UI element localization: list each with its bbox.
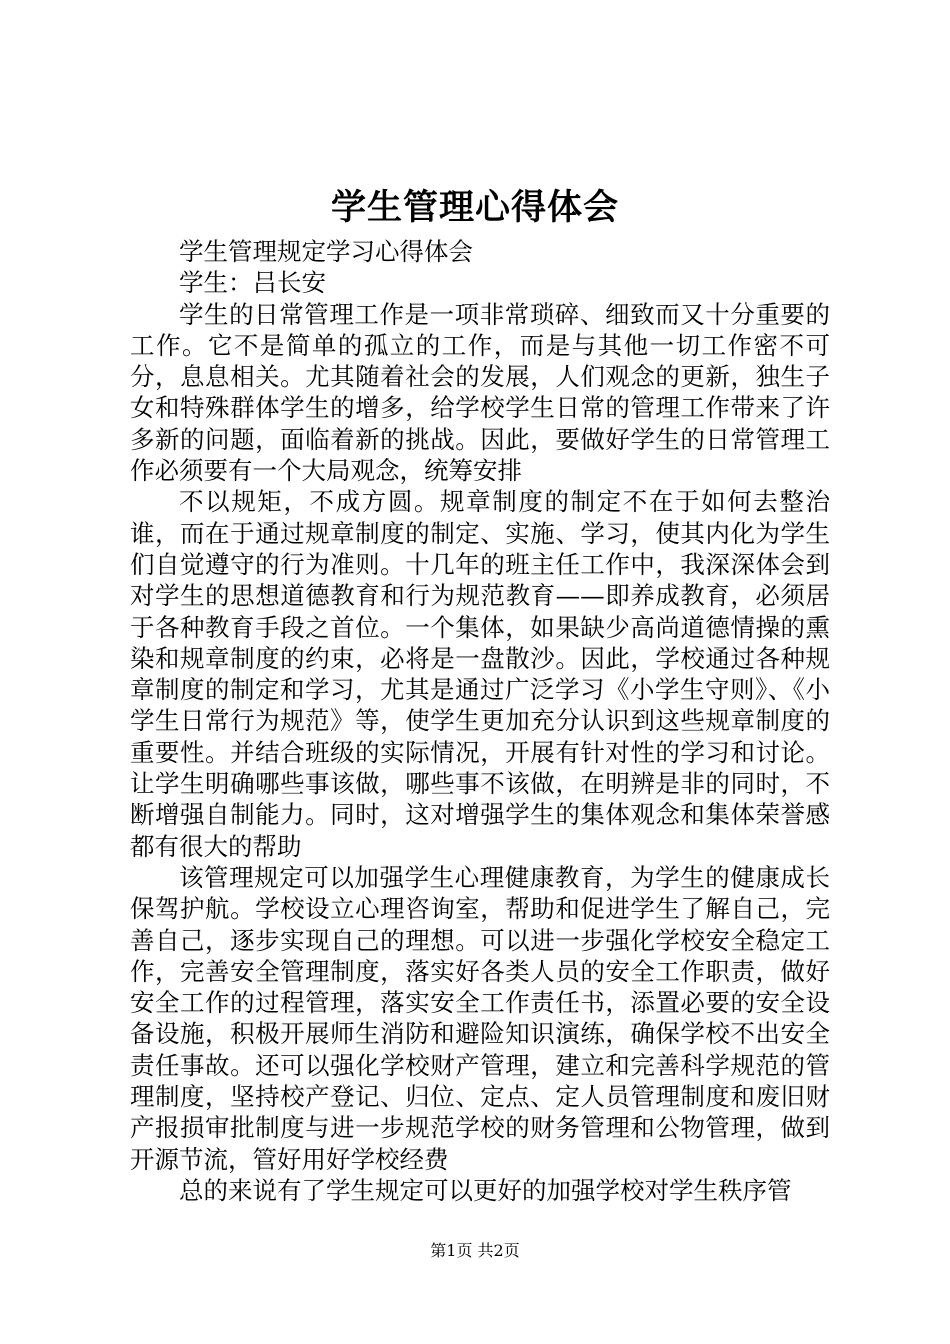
body-paragraph: 总的来说有了学生规定可以更好的加强学校对学生秩序管 [179,1175,792,1205]
body-paragraph: 该管理规定可以加强学生心理健康教育，为学生的健康成长保驾护航。学校设立心理咨询室，帮助和促进学生了解自己，完善自己，逐步实现自己的理想。可以进一步强化学校安全稳定工作，完善安全管理制度，落实好各类人员的安全工作职责，做好安全工作的过程管理，落实安全工作责任书，添置必要的安全设备设施，积极开展师生消防和避险知识演练，确保学校不出安全责任事故。还可以强化学校财产管理，建立和完善科学规范的管理制度，坚持校产登记、归位、定点、定人员管理制度和废旧财产报损审批制度与进一步规范学校的财务管理和公物管理，做到开源节流，管好用好学校经费 [130,862,830,1174]
document-body [130,236,830,1206]
body-paragraph: 学生的日常管理工作是一项非常琐碎、细致而又十分重要的工作。它不是简单的孤立的工作，而是与其他一切工作密不可分，息息相关。尤其随着社会的发展，人们观念的更新，独生子女和特殊群体学生的增多，给学校学生日常的管理工作带来了许多新的问题，面临着新的挑战。因此，要做好学生的日常管理工作必须要有一个大局观念，统筹安排 [130,299,830,486]
subtitle-paragraph: 学生管理规定学习心得体会 [179,237,473,266]
document-title: 学生管理心得体会 [330,187,619,228]
page-number-footer: 第1页 共2页 [430,1241,520,1260]
body-paragraph: 不以规矩，不成方圆。规章制度的制定不在于如何去整治谁，而在于通过规章制度的制定、实施、学习，使其内化为学生们自觉遵守的行为准则。十几年的班主任工作中，我深深体会到对学生的思想道德教育和行为规范教育——即养成教育，必须居于各种教育手段之首位。一个集体，如果缺少高尚道德情操的熏染和规章制度的约束，必将是一盘散沙。因此，学校通过各种规章制度的制定和学习，尤其是通过广泛学习《小学生守则》、《小学生日常行为规范》等，使学生更加充分认识到这些规章制度的重要性。并结合班级的实际情况，开展有针对性的学习和讨论。让学生明确哪些事该做，哪些事不该做，在明辨是非的同时，不断增强自制能力。同时，这对增强学生的集体观念和集体荣誉感都有很大的帮助 [130,487,830,861]
author-paragraph: 学生：吕长安 [179,268,326,298]
